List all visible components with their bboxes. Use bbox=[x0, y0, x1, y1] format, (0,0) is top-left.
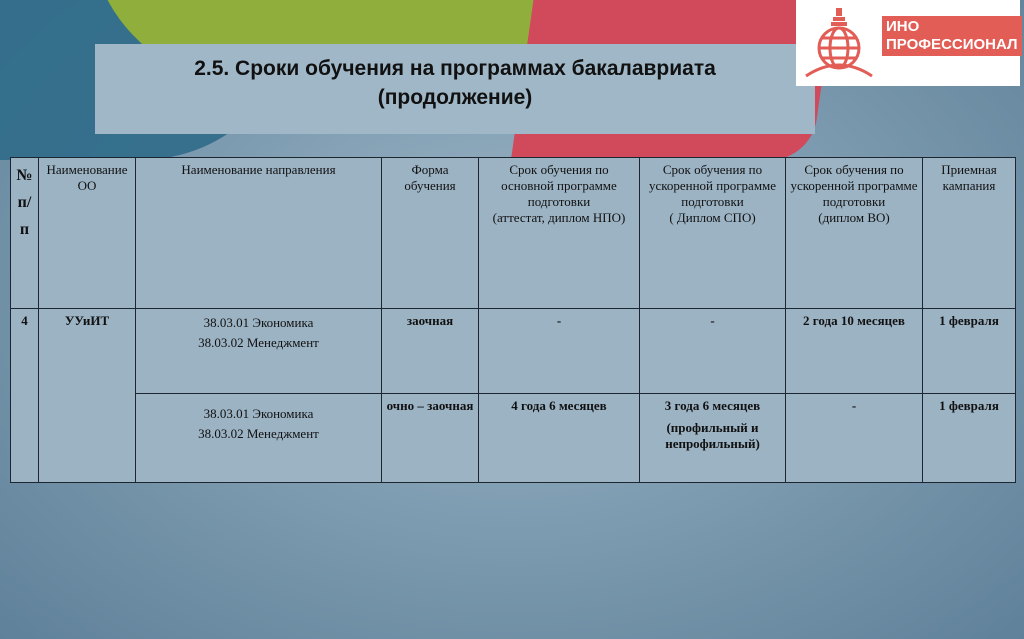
header-campaign: Приемная кампания bbox=[923, 158, 1016, 309]
direction-item: 38.03.01 Экономика bbox=[203, 315, 314, 330]
campaign-cell: 1 февраля bbox=[923, 394, 1016, 483]
term-spo-value: 3 года 6 месяцев bbox=[664, 398, 761, 413]
org-name: УУиИТ bbox=[39, 309, 136, 483]
form-cell: заочная bbox=[382, 309, 479, 394]
logo bbox=[796, 0, 1020, 86]
term-spo-note: (профильный и непрофильный) bbox=[665, 420, 760, 451]
directions-cell bbox=[136, 394, 382, 483]
term-spo-cell bbox=[640, 309, 786, 394]
term-main-cell: 4 года 6 месяцев bbox=[479, 394, 640, 483]
logo-text bbox=[882, 16, 1022, 56]
title-line-2: (продолжение) bbox=[377, 86, 533, 109]
logo-line-1: ИНО bbox=[886, 18, 920, 35]
title-line-1: 2.5. Сроки обучения на программах бакалавриата bbox=[194, 57, 716, 80]
term-main-cell: - bbox=[479, 309, 640, 394]
table-row bbox=[11, 309, 1016, 394]
header-term-main-label: Срок обучения по основной программе подготовки bbox=[501, 162, 617, 209]
direction-item: 38.03.02 Менеджмент bbox=[198, 335, 319, 350]
slide-title bbox=[95, 54, 815, 112]
header-term-main bbox=[479, 158, 640, 309]
header-direction: Наименование направления bbox=[136, 158, 382, 309]
campaign-cell: 1 февраля bbox=[923, 309, 1016, 394]
table-row bbox=[11, 394, 1016, 483]
direction-item: 38.03.02 Менеджмент bbox=[198, 426, 319, 441]
term-spo-value: - bbox=[710, 313, 715, 328]
header-form: Форма обучения bbox=[382, 158, 479, 309]
term-spo-cell bbox=[640, 394, 786, 483]
direction-item: 38.03.01 Экономика bbox=[203, 406, 314, 421]
row-number: 4 bbox=[11, 309, 39, 483]
header-term-vo-note: (диплом ВО) bbox=[818, 210, 890, 225]
term-vo-cell: 2 года 10 месяцев bbox=[786, 309, 923, 394]
header-num: № п/ п bbox=[11, 158, 39, 309]
terms-table bbox=[10, 157, 1016, 483]
header-term-main-note: (аттестат, диплом НПО) bbox=[492, 210, 626, 225]
header-term-vo bbox=[786, 158, 923, 309]
globe-icon bbox=[802, 4, 876, 82]
directions-cell bbox=[136, 309, 382, 394]
header-term-spo bbox=[640, 158, 786, 309]
header-org: Наименование ОО bbox=[39, 158, 136, 309]
table-header-row bbox=[11, 158, 1016, 309]
term-vo-cell: - bbox=[786, 394, 923, 483]
header-term-spo-note: ( Диплом СПО) bbox=[669, 210, 756, 225]
header-term-spo-label: Срок обучения по ускоренной программе подготовки bbox=[648, 162, 777, 209]
logo-line-2: ПРОФЕССИОНАЛ bbox=[886, 36, 1018, 53]
form-cell: очно – заочная bbox=[382, 394, 479, 483]
header-term-vo-label: Срок обучения по ускоренной программе подготовки bbox=[790, 162, 918, 209]
